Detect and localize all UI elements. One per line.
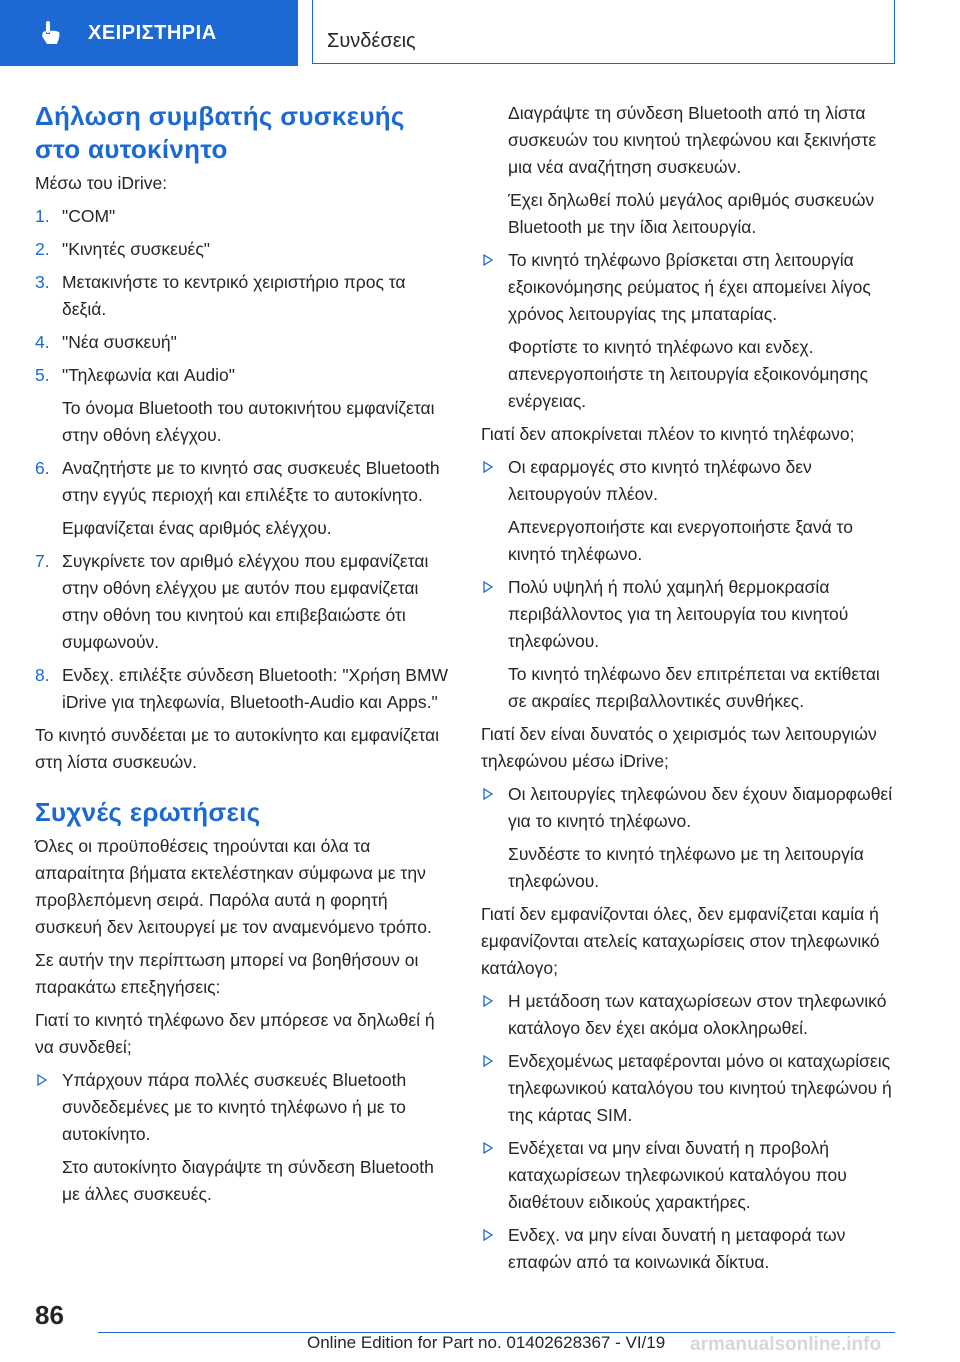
bullet-triangle-icon — [37, 1074, 47, 1086]
answer-list — [35, 1067, 449, 1208]
answer-item — [481, 988, 895, 1042]
answer-text: Το κινητό τηλέφωνο βρίσκεται στη λειτουργία εξοικονόμησης ρεύματος ή έχει απομείνει λίγος χρόνος λειτουργίας της μπαταρίας. — [508, 250, 871, 324]
step-number: 4. — [35, 332, 50, 352]
step-text: Μετακινήστε το κεντρικό χειριστήριο προς τα δεξιά. — [62, 272, 406, 319]
step-item — [35, 329, 449, 356]
step-result: Εμφανίζεται ένας αριθμός ελέγχου. — [62, 518, 332, 538]
answer-remedy: Έχει δηλωθεί πολύ μεγάλος αριθμός συσκευών Bluetooth με την ίδια λειτουργία. — [508, 190, 875, 237]
step-number: 5. — [35, 365, 50, 385]
answer-list — [481, 988, 895, 1276]
outro-text: Το κινητό συνδέεται με το αυτοκίνητο και εμφανίζεται στη λίστα συσκευών. — [35, 725, 440, 772]
answer-item — [35, 1067, 449, 1208]
answer-remedy: Φορτίστε το κινητό τηλέφωνο και ενδεχ. απενεργοποιήστε τη λειτουργία εξοικονόμησης ενέργειας. — [508, 337, 869, 411]
answer-item — [481, 781, 895, 895]
step-item — [35, 362, 449, 449]
answer-list — [481, 247, 895, 415]
answer-text: Η μετάδοση των καταχωρίσεων στον τηλεφωνικό κατάλογο δεν έχει ακόμα ολοκληρωθεί. — [508, 991, 887, 1038]
continued-remedy — [481, 100, 895, 241]
step-text: "COM" — [62, 206, 116, 226]
step-item — [35, 236, 449, 263]
faq-paragraph: Όλες οι προϋποθέσεις τηρούνται και όλα τα απαραίτητα βήματα εκτελέστηκαν σύμφωνα με την προβλεπόμενη σειρά. Παρόλα αυτά η φορητή συσκευή δεν λειτουργεί με τον αναμενόμενο τρόπο. — [35, 836, 432, 937]
step-text: "Κινητές συσκευές" — [62, 239, 211, 259]
hand-pointer-icon — [40, 20, 66, 46]
step-item — [35, 455, 449, 542]
answer-text: Οι εφαρμογές στο κινητό τηλέφωνο δεν λειτουργούν πλέον. — [508, 457, 812, 504]
section-title: Συνδέσεις — [327, 30, 416, 52]
left-column — [35, 100, 449, 1214]
faq-paragraph: Σε αυτήν την περίπτωση μπορεί να βοηθήσουν οι παρακάτω επεξηγήσεις: — [35, 950, 419, 997]
manual-tab-label: ΧΕΙΡΙΣΤΗΡΙΑ — [88, 21, 217, 44]
step-number: 6. — [35, 458, 50, 478]
steps-list — [35, 203, 449, 716]
bullet-triangle-icon — [483, 1055, 493, 1067]
bullet-triangle-icon — [483, 995, 493, 1007]
manual-tab[interactable] — [0, 0, 298, 66]
step-item — [35, 548, 449, 656]
bullet-triangle-icon — [483, 461, 493, 473]
answer-list — [481, 454, 895, 715]
answer-text: Υπάρχουν πάρα πολλές συσκευές Bluetooth συνδεδεμένες με το κινητό τηλέφωνο ή με το αυτοκίνητο. — [62, 1070, 407, 1144]
step-number: 3. — [35, 272, 50, 292]
bullet-triangle-icon — [483, 254, 493, 266]
step-text: Ενδεχ. επιλέξτε σύνδεση Bluetooth: "Χρήση BMW iDrive για τηλεφωνία, Bluetooth-Audio και Apps." — [62, 665, 449, 712]
bullet-triangle-icon — [483, 1229, 493, 1241]
step-item — [35, 269, 449, 323]
answer-remedy: Το κινητό τηλέφωνο δεν επιτρέπεται να εκτίθεται σε ακραίες περιβαλλοντικές συνθήκες. — [508, 664, 880, 711]
watermark: armanualsonline.info — [690, 1334, 882, 1355]
step-item — [35, 662, 449, 716]
step-number: 1. — [35, 206, 50, 226]
step-text: Συγκρίνετε τον αριθμό ελέγχου που εμφανίζεται στην οθόνη ελέγχου με αυτόν που εμφανίζεται στην οθόνη του κινητού και επιβεβαιώστε ότι συμφωνούν. — [62, 551, 429, 652]
page-header — [0, 0, 960, 66]
bullet-triangle-icon — [483, 581, 493, 593]
bullet-triangle-icon — [483, 788, 493, 800]
step-text: "Τηλεφωνία και Audio" — [62, 365, 235, 385]
intro-text: Μέσω του iDrive: — [35, 173, 168, 193]
faq-question: Γιατί δεν είναι δυνατός ο χειρισμός των λειτουργιών τηλεφώνου μέσω iDrive; — [481, 724, 877, 771]
answer-item — [481, 454, 895, 568]
page-number: 86 — [35, 1300, 64, 1330]
answer-remedy: Στο αυτοκίνητο διαγράψτε τη σύνδεση Bluetooth με άλλες συσκευές. — [62, 1157, 434, 1204]
answer-list — [481, 781, 895, 895]
answer-text: Ενδεχ. να μην είναι δυνατή η μεταφορά των επαφών από τα κοινωνικά δίκτυα. — [508, 1225, 846, 1272]
edition-info: Online Edition for Part no. 01402628367 - VI/19 — [307, 1333, 666, 1352]
right-column — [481, 100, 895, 1282]
step-number: 8. — [35, 665, 50, 685]
heading-register-device: Δήλωση συμβατής συσκευής στο αυτοκίνητο — [35, 101, 405, 164]
answer-item — [481, 574, 895, 715]
step-text: Αναζητήστε με το κινητό σας συσκευές Bluetooth στην εγγύς περιοχή και επιλέξτε το αυτοκίνητο. — [62, 458, 440, 505]
answer-text: Ενδέχεται να μην είναι δυνατή η προβολή καταχωρίσεων τηλεφωνικού καταλόγου που διαθέτουν ειδικούς χαρακτήρες. — [508, 1138, 847, 1212]
bullet-triangle-icon — [483, 1142, 493, 1154]
answer-text: Ενδεχομένως μεταφέρονται μόνο οι καταχωρίσεις τηλεφωνικού καταλόγου του κινητού τηλεφώνου ή της κάρτας SIM. — [508, 1051, 892, 1125]
step-number: 7. — [35, 551, 50, 571]
answer-remedy: Συνδέστε το κινητό τηλέφωνο με τη λειτουργία τηλεφώνου. — [508, 844, 864, 891]
step-result: Το όνομα Bluetooth του αυτοκινήτου εμφανίζεται στην οθόνη ελέγχου. — [62, 398, 435, 445]
section-tab — [312, 0, 895, 64]
answer-remedy: Διαγράψτε τη σύνδεση Bluetooth από τη λίστα συσκευών του κινητού τηλεφώνου και ξεκινήστε μια νέα αναζήτηση συσκευών. — [508, 103, 877, 177]
answer-remedy: Απενεργοποιήστε και ενεργοποιήστε ξανά το κινητό τηλέφωνο. — [508, 517, 853, 564]
heading-faq: Συχνές ερωτήσεις — [35, 797, 261, 827]
answer-item — [481, 1135, 895, 1216]
answer-item — [481, 1048, 895, 1129]
step-text: "Νέα συσκευή" — [62, 332, 177, 352]
answer-text: Πολύ υψηλή ή πολύ χαμηλή θερμοκρασία περιβάλλοντος για τη λειτουργία του κινητού τηλεφώνου. — [508, 577, 849, 651]
faq-question: Γιατί το κινητό τηλέφωνο δεν μπόρεσε να δηλωθεί ή να συνδεθεί; — [35, 1010, 435, 1057]
answer-item — [481, 1222, 895, 1276]
faq-question: Γιατί δεν εμφανίζονται όλες, δεν εμφανίζεται καμία ή εμφανίζονται ατελείς καταχωρίσεις στον τηλεφωνικό κατάλογο; — [481, 904, 880, 978]
step-item — [35, 203, 449, 230]
answer-item — [481, 247, 895, 415]
step-number: 2. — [35, 239, 50, 259]
answer-text: Οι λειτουργίες τηλεφώνου δεν έχουν διαμορφωθεί για το κινητό τηλέφωνο. — [508, 784, 893, 831]
faq-question: Γιατί δεν αποκρίνεται πλέον το κινητό τηλέφωνο; — [481, 424, 855, 444]
